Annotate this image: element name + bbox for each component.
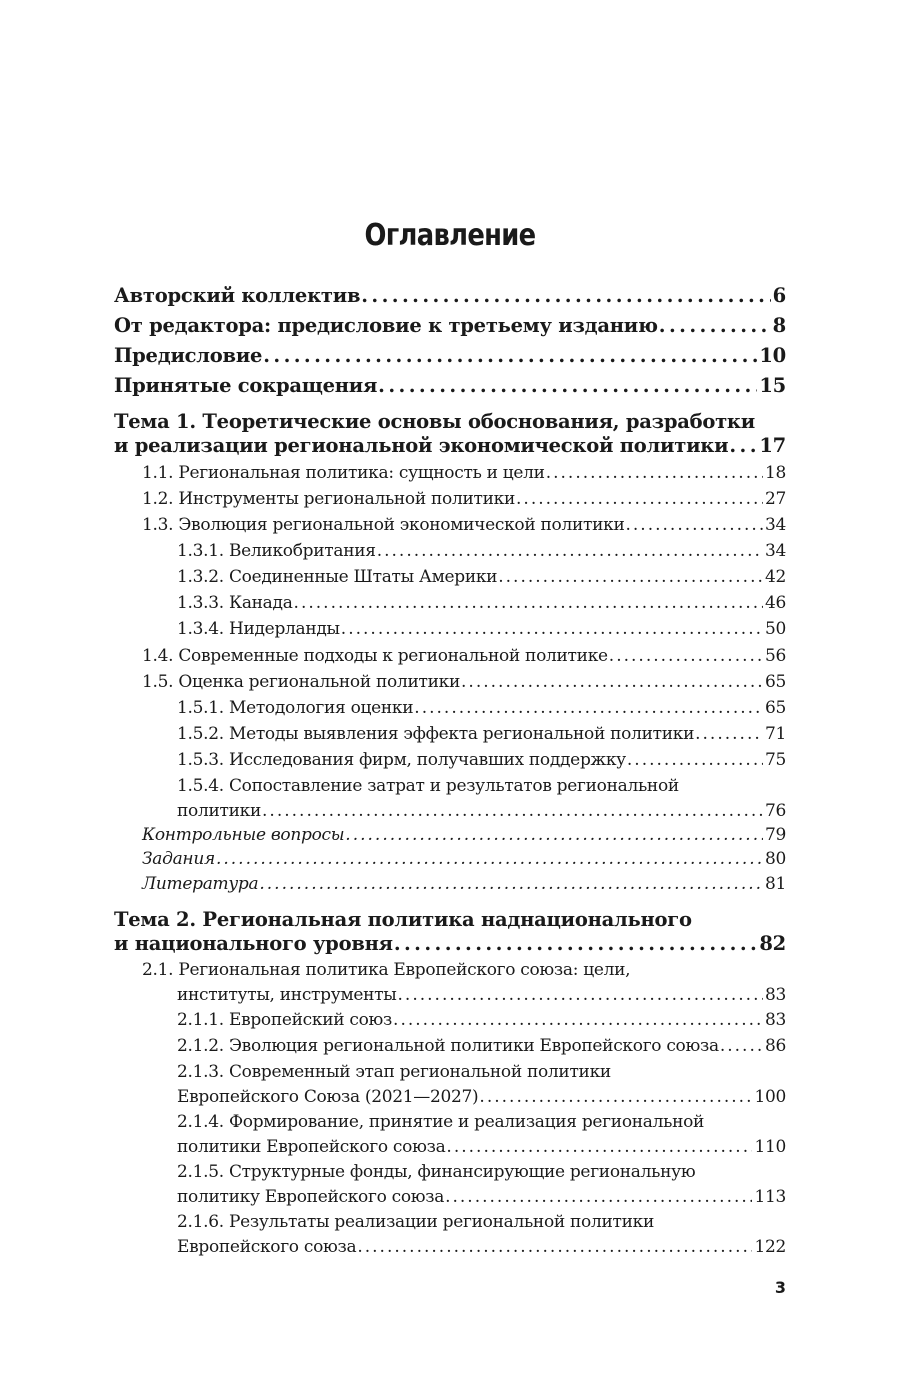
page-number: 3 <box>774 1278 786 1297</box>
toc-entry-title: 1.3.1. Великобритания <box>177 541 376 561</box>
dot-leader <box>378 374 757 398</box>
toc-entry-title-continued: политики <box>177 801 261 821</box>
toc-entry-title: 1.3.4. Нидерланды <box>177 619 340 639</box>
toc-entry <box>177 617 786 642</box>
toc-entry-title-continued: институты, инструменты <box>177 985 397 1005</box>
dot-leader <box>695 722 763 747</box>
toc-entry-title: 2.1.3. Современный этап региональной политики <box>177 1062 611 1082</box>
toc-entry <box>177 539 786 564</box>
toc-entry-title: Принятые сокращения <box>114 374 378 397</box>
toc-entry-title: 1.5.2. Методы выявления эффекта региональной политики <box>177 724 695 744</box>
toc-entry-title-continued: и национального уровня <box>114 932 393 955</box>
toc-entry <box>142 670 786 695</box>
dot-leader <box>345 823 763 848</box>
toc-chapter-entry <box>114 908 786 956</box>
toc-page-number: 76 <box>764 801 786 821</box>
toc-entry <box>142 487 786 512</box>
toc-page-number: 50 <box>764 619 786 639</box>
toc-entry-title: 1.1. Региональная политика: сущность и цели <box>142 463 545 483</box>
toc-page-number: 100 <box>754 1087 786 1107</box>
toc-entry <box>177 1160 786 1210</box>
toc-page-number: 79 <box>764 825 786 845</box>
toc-page-number: 18 <box>764 463 786 483</box>
dot-leader <box>729 434 757 458</box>
toc-entry-title: Задания <box>142 849 215 869</box>
toc-entry <box>142 461 786 486</box>
toc-page-number: 83 <box>764 985 786 1005</box>
dot-leader <box>546 461 763 486</box>
toc-entry-title: 2.1.4. Формирование, принятие и реализация региональной <box>177 1112 705 1132</box>
toc-entry <box>177 1034 786 1059</box>
toc-page-number: 122 <box>754 1237 786 1257</box>
toc-entry-title: 2.1. Региональная политика Европейского союза: цели, <box>142 960 631 980</box>
dot-leader <box>625 513 762 538</box>
toc-entry-title: 1.4. Современные подходы к региональной политике <box>142 646 608 666</box>
toc-page-number: 82 <box>759 932 786 955</box>
dot-leader <box>627 748 763 773</box>
toc-entry <box>177 774 786 824</box>
toc-entry-title-continued: политики Европейского союза <box>177 1137 446 1157</box>
toc-entry-title-continued: Европейского Союза (2021—2027) <box>177 1087 479 1107</box>
dot-leader <box>361 284 770 308</box>
toc-page-number: 80 <box>764 849 786 869</box>
toc-entry-title: Авторский коллектив <box>114 284 361 307</box>
toc-page-number: 65 <box>764 672 786 692</box>
toc-page-number: 10 <box>759 344 786 367</box>
toc-entry <box>177 1110 786 1160</box>
toc-entry-title: 2.1.1. Европейский союз <box>177 1010 393 1030</box>
toc-page-number: 42 <box>764 567 786 587</box>
toc-entry <box>114 284 786 308</box>
toc-entry-title: 1.5. Оценка региональной политики <box>142 672 460 692</box>
toc-entry-title: 1.5.4. Сопоставление затрат и результатов региональной <box>177 776 679 796</box>
toc-entry <box>177 722 786 747</box>
dot-leader <box>216 847 763 872</box>
dot-leader <box>357 1235 752 1260</box>
toc-page-number: 71 <box>764 724 786 744</box>
toc-page-number: 65 <box>764 698 786 718</box>
toc-page-number: 6 <box>772 284 786 307</box>
dot-leader <box>414 696 763 721</box>
dot-leader <box>262 799 763 824</box>
toc-entry <box>142 958 786 1008</box>
dot-leader <box>720 1034 763 1059</box>
toc-entry <box>177 565 786 590</box>
toc-entry <box>177 591 786 616</box>
toc-page-number: 56 <box>764 646 786 666</box>
toc-entry <box>177 1060 786 1110</box>
toc-entry-title: Тема 2. Региональная политика наднационального <box>114 908 692 931</box>
dot-leader <box>393 1008 763 1033</box>
dot-leader <box>377 539 763 564</box>
dot-leader <box>294 591 763 616</box>
dot-leader <box>659 314 771 338</box>
toc-entry <box>142 872 786 897</box>
toc-page-number: 113 <box>754 1187 786 1207</box>
toc-page-number: 83 <box>764 1010 786 1030</box>
toc-entry <box>114 314 786 338</box>
toc-entry <box>142 513 786 538</box>
page-title: Оглавление <box>364 218 536 253</box>
toc-entry-title: Литература <box>142 874 259 894</box>
dot-leader <box>609 644 763 669</box>
toc-entry-title: 2.1.5. Структурные фонды, финансирующие региональную <box>177 1162 696 1182</box>
toc-entry-title: 1.3.3. Канада <box>177 593 293 613</box>
dot-leader <box>341 617 763 642</box>
dot-leader <box>259 872 763 897</box>
dot-leader <box>394 932 758 956</box>
toc-page-number: 34 <box>764 515 786 535</box>
toc-entry-title: 1.3.2. Соединенные Штаты Америки <box>177 567 498 587</box>
toc-entry-title: 1.3. Эволюция региональной экономической политики <box>142 515 625 535</box>
toc-entry-title: 1.5.1. Методология оценки <box>177 698 414 718</box>
dot-leader <box>516 487 763 512</box>
toc-entry <box>114 344 786 368</box>
toc-page-number: 8 <box>772 314 786 337</box>
toc-entry <box>114 374 786 398</box>
toc-entry <box>142 847 786 872</box>
toc-entry-title: Тема 1. Теоретические основы обоснования, разработки <box>114 410 755 433</box>
toc-entry-title: 2.1.2. Эволюция региональной политики Европейского союза <box>177 1036 719 1056</box>
dot-leader <box>445 1185 752 1210</box>
toc-page-number: 34 <box>764 541 786 561</box>
toc-entry <box>177 696 786 721</box>
toc-page-number: 15 <box>759 374 786 397</box>
toc-entry-title: 2.1.6. Результаты реализации региональной политики <box>177 1212 655 1232</box>
toc-entry-title: От редактора: предисловие к третьему изданию <box>114 314 658 337</box>
toc-entry <box>142 644 786 669</box>
toc-page-number: 81 <box>764 874 786 894</box>
toc-page-number: 46 <box>764 593 786 613</box>
toc-entry-title-continued: политику Европейского союза <box>177 1187 445 1207</box>
toc-chapter-entry <box>114 410 786 458</box>
toc-page-number: 27 <box>764 489 786 509</box>
toc-entry <box>177 1210 786 1260</box>
toc-entry-title: Контрольные вопросы <box>142 825 345 845</box>
dot-leader <box>446 1135 752 1160</box>
toc-page-number: 17 <box>759 434 786 457</box>
toc-entry <box>142 823 786 848</box>
toc-entry-title: 1.2. Инструменты региональной политики <box>142 489 515 509</box>
toc-page-number: 86 <box>764 1036 786 1056</box>
toc-page-number: 75 <box>764 750 786 770</box>
toc-entry-title: Предисловие <box>114 344 263 367</box>
dot-leader <box>479 1085 752 1110</box>
dot-leader <box>461 670 763 695</box>
toc-entry-title-continued: и реализации региональной экономической политики <box>114 434 729 457</box>
toc-entry <box>177 748 786 773</box>
toc-page-number: 110 <box>754 1137 786 1157</box>
dot-leader <box>498 565 763 590</box>
toc-entry <box>177 1008 786 1033</box>
toc-entry-title-continued: Европейского союза <box>177 1237 357 1257</box>
dot-leader <box>398 983 763 1008</box>
dot-leader <box>263 344 757 368</box>
toc-entry-title: 1.5.3. Исследования фирм, получавших поддержку <box>177 750 626 770</box>
